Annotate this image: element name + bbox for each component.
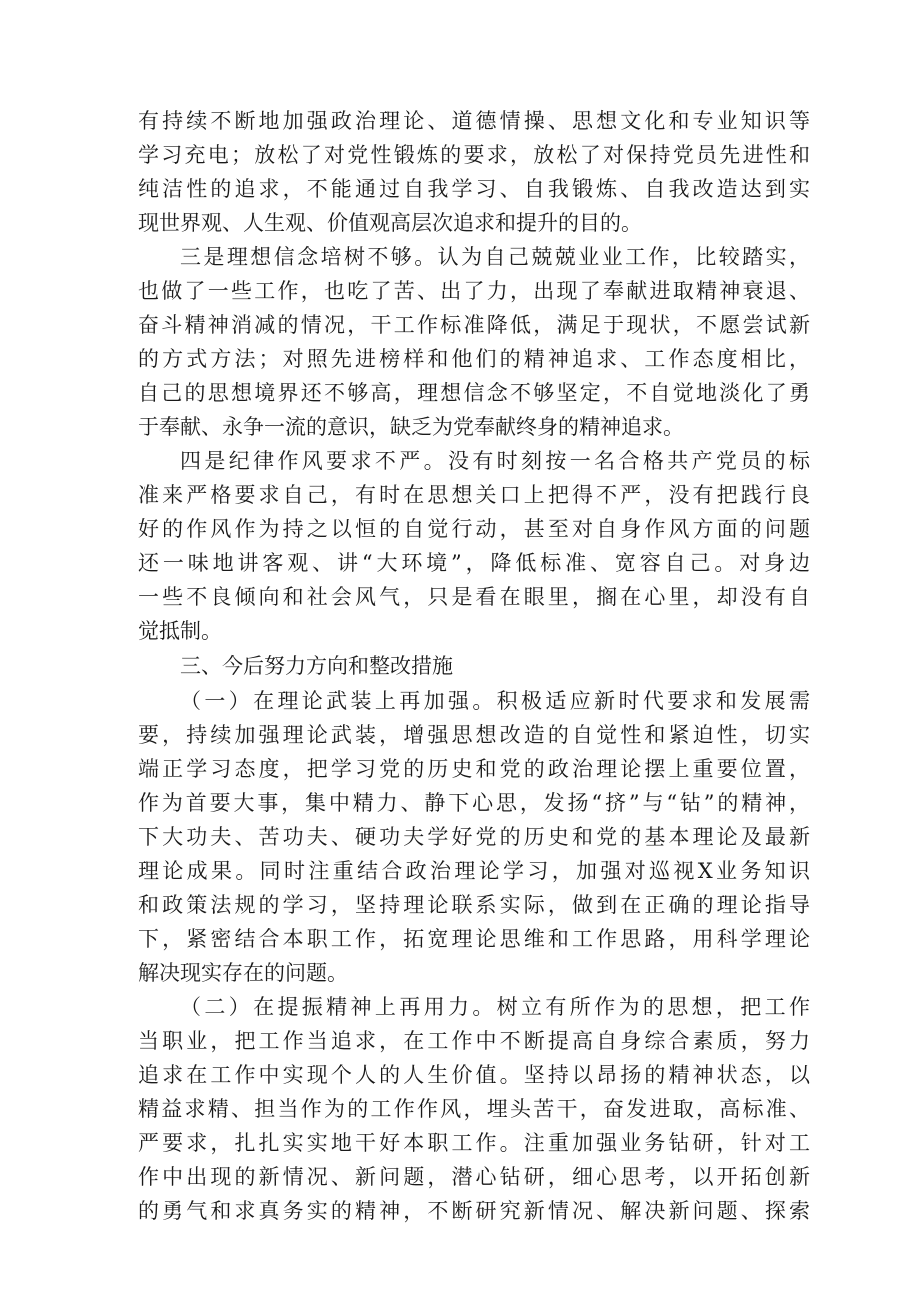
text-line: 也做了一些工作，也吃了苦、出了力，出现了奉献进取精神衰退、 xyxy=(138,279,810,303)
text-line: 严要求，扎扎实实地干好本职工作。注重加强业务钻研，针对工 xyxy=(138,1131,810,1155)
text-line: 解决现实存在的问题。 xyxy=(138,961,348,985)
text-line: 一些不良倾向和社会风气，只是看在眼里，搁在心里，却没有自 xyxy=(138,585,810,609)
text-line: 理论成果。同时注重结合政治理论学习，加强对巡视X业务知识 xyxy=(138,859,810,883)
text-line: 的方式方法；对照先进榜样和他们的精神追求、工作态度相比， xyxy=(138,347,810,371)
text-line: （二）在提振精神上再用力。树立有所作为的思想，把工作 xyxy=(180,995,810,1019)
paragraph xyxy=(138,104,810,240)
text-line: 觉抵制。 xyxy=(138,619,222,643)
text-line: 有持续不断地加强政治理论、道德情操、思想文化和专业知识等 xyxy=(138,109,810,133)
section-heading: 三、今后努力方向和整改措施 xyxy=(180,654,453,678)
text-line: 准来严格要求自己，有时在思想关口上把得不严，没有把践行良 xyxy=(138,483,810,507)
text-line: 纯洁性的追求，不能通过自我学习、自我锻炼、自我改造达到实 xyxy=(138,177,810,201)
document-page xyxy=(138,104,810,1228)
text-line: 自己的思想境界还不够高，理想信念不够坚定，不自觉地淡化了勇 xyxy=(138,381,810,405)
paragraph xyxy=(138,990,810,1228)
text-line: 当职业，把工作当追求，在工作中不断提高自身综合素质，努力 xyxy=(138,1029,810,1053)
text-line: 下大功夫、苦功夫、硬功夫学好党的历史和党的基本理论及最新 xyxy=(138,825,810,849)
text-line: 现世界观、人生观、价值观高层次追求和提升的目的。 xyxy=(138,211,642,235)
paragraph xyxy=(138,684,810,990)
text-line: （一）在理论武装上再加强。积极适应新时代要求和发展需 xyxy=(180,689,810,713)
text-line: 三是理想信念培树不够。认为自己兢兢业业工作，比较踏实， xyxy=(180,245,810,269)
text-line: 要，持续加强理论武装，增强思想改造的自觉性和紧迫性，切实 xyxy=(138,723,810,747)
paragraph xyxy=(138,444,810,648)
text-line: 还一味地讲客观、讲“大环境”，降低标准、宽容自己。对身边 xyxy=(138,551,810,575)
text-line: 下，紧密结合本职工作，拓宽理论思维和工作思路，用科学理论 xyxy=(138,927,810,951)
text-line: 和政策法规的学习，坚持理论联系实际，做到在正确的理论指导 xyxy=(138,893,810,917)
text-line: 奋斗精神消减的情况，干工作标准降低，满足于现状，不愿尝试新 xyxy=(138,313,810,337)
text-line: 四是纪律作风要求不严。没有时刻按一名合格共产党员的标 xyxy=(180,449,810,473)
text-line: 作中出现的新情况、新问题，潜心钻研，细心思考，以开拓创新 xyxy=(138,1165,810,1189)
text-line: 的勇气和求真务实的精神，不断研究新情况、解决新问题、探索 xyxy=(138,1199,810,1223)
text-line: 精益求精、担当作为的工作作风，埋头苦干，奋发进取，高标准、 xyxy=(138,1097,810,1121)
text-line: 追求在工作中实现个人的人生价值。坚持以昂扬的精神状态，以 xyxy=(138,1063,810,1087)
text-line: 端正学习态度，把学习党的历史和党的政治理论摆上重要位置， xyxy=(138,757,810,781)
paragraph xyxy=(138,240,810,444)
text-line: 好的作风作为持之以恒的自觉行动，甚至对自身作风方面的问题 xyxy=(138,517,810,541)
text-line: 于奉献、永争一流的意识，缺乏为党奉献终身的精神追求。 xyxy=(138,415,684,439)
text-line: 作为首要大事，集中精力、静下心思，发扬“挤”与“钻”的精神， xyxy=(138,791,810,815)
text-line: 学习充电；放松了对党性锻炼的要求，放松了对保持党员先进性和 xyxy=(138,143,810,167)
